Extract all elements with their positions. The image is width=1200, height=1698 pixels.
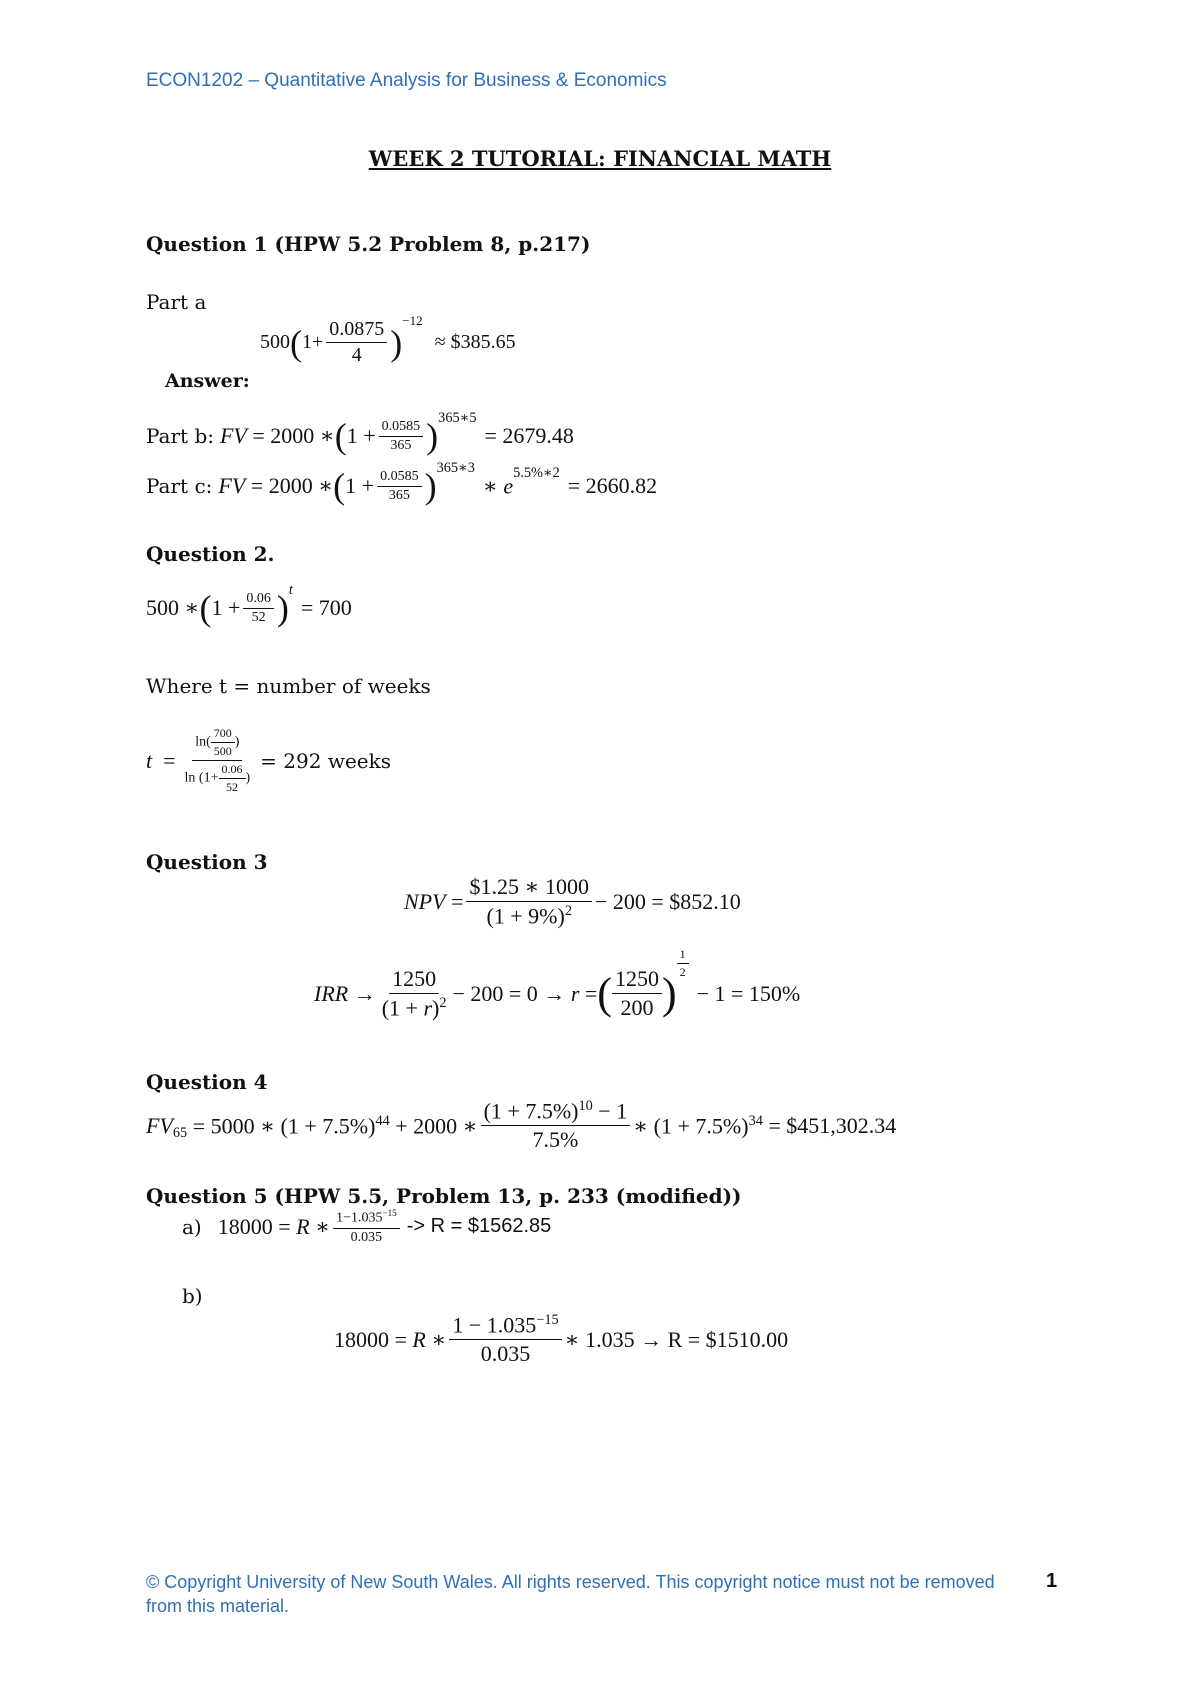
question-4-heading: Question 4: [146, 1070, 268, 1094]
question-5-heading: Question 5 (HPW 5.5, Problem 13, p. 233 (modified)): [146, 1184, 742, 1208]
part-b-label: Part b:: [146, 424, 214, 448]
part-c-result: = 2660.82: [567, 473, 658, 498]
question-5b-label: b): [182, 1284, 203, 1308]
question-4-result: = $451,302.34: [768, 1112, 897, 1138]
part-b-result: = 2679.48: [484, 423, 574, 448]
question-5b-equation: 18000 = R ∗ $\frac{1 - 1.035^{-15}}{0.035}$ ∗ 1.035 → R = $1510.00: [334, 1312, 789, 1367]
page-title: WEEK 2 TUTORIAL: FINANCIAL MATH: [368, 146, 832, 171]
question-2-heading: Question 2.: [146, 542, 275, 566]
question-5a-equation: a) 18000 = R ∗ $\frac{1-1.035^{-15}}{0.035}$ -> R = $1562.85: [182, 1208, 552, 1245]
irr-equation: IRR → $\frac{1250}{(1 + r)^2}$ − 200 = 0 → r = ( $\frac{1250}{200}$ ) $\frac{1}{2}$ − 1 = 150%: [314, 947, 801, 1021]
question-5b-result: ∗ 1.035 → R = $1510.00: [564, 1326, 789, 1352]
copyright-footer: © Copyright University of New South Wales. All rights reserved. This copyright notice must not be removed from this material.: [146, 1572, 995, 1616]
question-2-solution: t = ln( $\frac{700}{500}$ ) ln (1+ $\frac{0.06}{52}$ ) = 292 weeks: [146, 726, 391, 794]
question-2-where: Where t = number of weeks: [146, 674, 431, 698]
part-a-result: ≈ $385.65: [434, 331, 516, 353]
irr-result: − 1 = 150%: [696, 980, 801, 1006]
question-2-result: = 292 weeks: [260, 748, 391, 773]
question-3-heading: Question 3: [146, 850, 268, 874]
part-a-formula: 500 ( 1+ $\frac{0.0875}{4}$ ) $^{-12}$ ≈ $385.65: [260, 312, 516, 366]
question-1-heading: Question 1 (HPW 5.2 Problem 8, p.217): [146, 232, 591, 256]
part-b-formula: Part b: FV = 2000 ∗ ( 1 + $\frac{0.0585}{365}$ ) $^{365∗5}$ = 2679.48: [146, 409, 574, 456]
answer-label: Answer:: [165, 370, 250, 392]
question-5a-result: -> R = $1562.85: [406, 1215, 552, 1238]
question-2-equation: 500 ∗ ( 1 + $\frac{0.06}{52}$ ) $^t$ = 700: [146, 581, 352, 628]
document-header: ECON1202 – Quantitative Analysis for Business & Economics: [146, 70, 667, 91]
question-5a-label: a): [182, 1214, 202, 1239]
part-c-label: Part c:: [146, 474, 213, 498]
npv-equation: NPV = $\frac{\$1.25 ∗ 1000}{(1 + 9\%)^2}$ − 200 = $852.10: [404, 874, 741, 929]
question-4-equation: FV $_{65}$ = 5000 ∗ $(1 + 7.5\%)^{44} + 2000$ ∗ $\frac{(1 + 7.5\%)^{10} - 1}{7.5\%}$ ∗ $(1 + 7.5\%)^{34}$ = $451,302.34: [146, 1098, 897, 1153]
part-c-formula: Part c: FV = 2000 ∗ ( 1 + $\frac{0.0585}{365}$ ) $^{365∗3}$ ∗ $e^{5.5\%∗2}$ = 2660.82: [146, 459, 658, 506]
npv-result: − 200 = $852.10: [594, 888, 741, 914]
part-a-label: Part a: [146, 290, 207, 314]
page-number: 1: [1046, 1570, 1058, 1592]
